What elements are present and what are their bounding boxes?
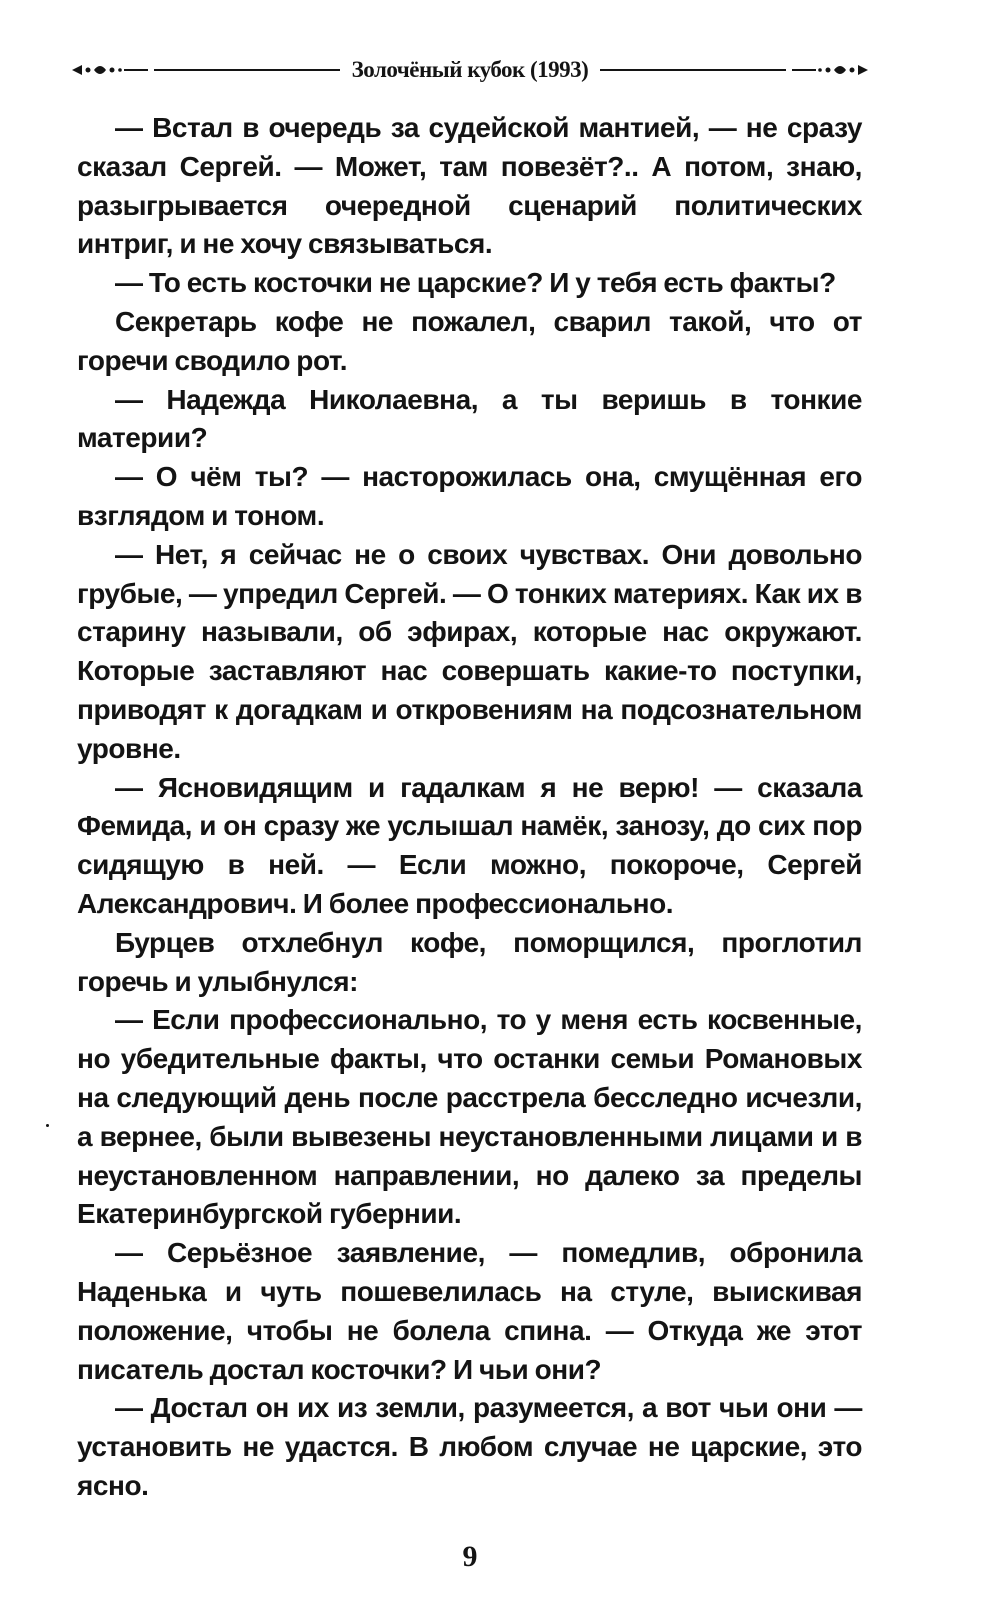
paragraph-2: — То есть косточки не царские? И у тебя есть факты? [115, 267, 836, 299]
paragraph-3: Секретарь кофе не пожалел, сварил такой, что от горечи сводило рот. [77, 305, 862, 376]
paragraph-5: — О чём ты? — насторожилась она, смущённая его взглядом и тоном. [77, 461, 862, 531]
paragraph-4: — Надежда Николаевна, а ты веришь в тонкие материи? [77, 383, 862, 454]
paragraph-1: — Встал в очередь за судейской мантией, — не сразу сказал Сергей. — Может, там повезёт?.. А потом, знаю, разыгрывается очередной сценарий политических интриг, и не хочу связываться. [77, 112, 862, 260]
header-rule-right [600, 69, 786, 71]
ornament-left-icon [70, 60, 148, 80]
body-text [77, 109, 862, 1506]
header-rule-left [154, 69, 340, 71]
ornament-right-icon [792, 60, 870, 80]
page-number: 9 [462, 1540, 478, 1573]
paragraph-11: — Достал он их из земли, разумеется, а вот чьи они — установить не удастся. В любом случае не царские, это ясно. [77, 1392, 862, 1501]
running-title: Золочёный кубок (1993) [351, 57, 589, 82]
paragraph-10: — Серьёзное заявление, — помедлив, обронила Наденька и чуть пошевелилась на стуле, выискивая положение, чтобы не болела спина. — Откуда же этот писатель достал косточки? И чьи они? [77, 1237, 862, 1385]
running-header [70, 52, 870, 88]
paragraph-6: — Нет, я сейчас не о своих чувствах. Они довольно грубые, — упредил Сергей. — О тонких материях. Как их в старину называли, об эфирах, которые нас окружают. Которые заставляют нас совершать какие-то поступки, приводят к догадкам и откровениям на подсознательном уровне. [77, 538, 862, 764]
paragraph-9: — Если профессионально, то у меня есть косвенные, но убедительные факты, что останки семьи Романовых на следующий день после расстрела бесследно исчезли, а вернее, были вывезены неустановленными лицами и в неустановленном направлении, но далеко за пределы Екатеринбургской губернии. [77, 1004, 862, 1230]
paragraph-7: — Ясновидящим и гадалкам я не верю! — сказала Фемида, и он сразу же услышал намёк, занозу, до сих пор сидящую в ней. — Если можно, покороче, Сергей Александрович. И более профессионально. [77, 771, 862, 919]
margin-speck [46, 1124, 49, 1127]
paragraph-8: Бурцев отхлебнул кофе, поморщился, проглотил горечь и улыбнулся: [77, 926, 862, 997]
